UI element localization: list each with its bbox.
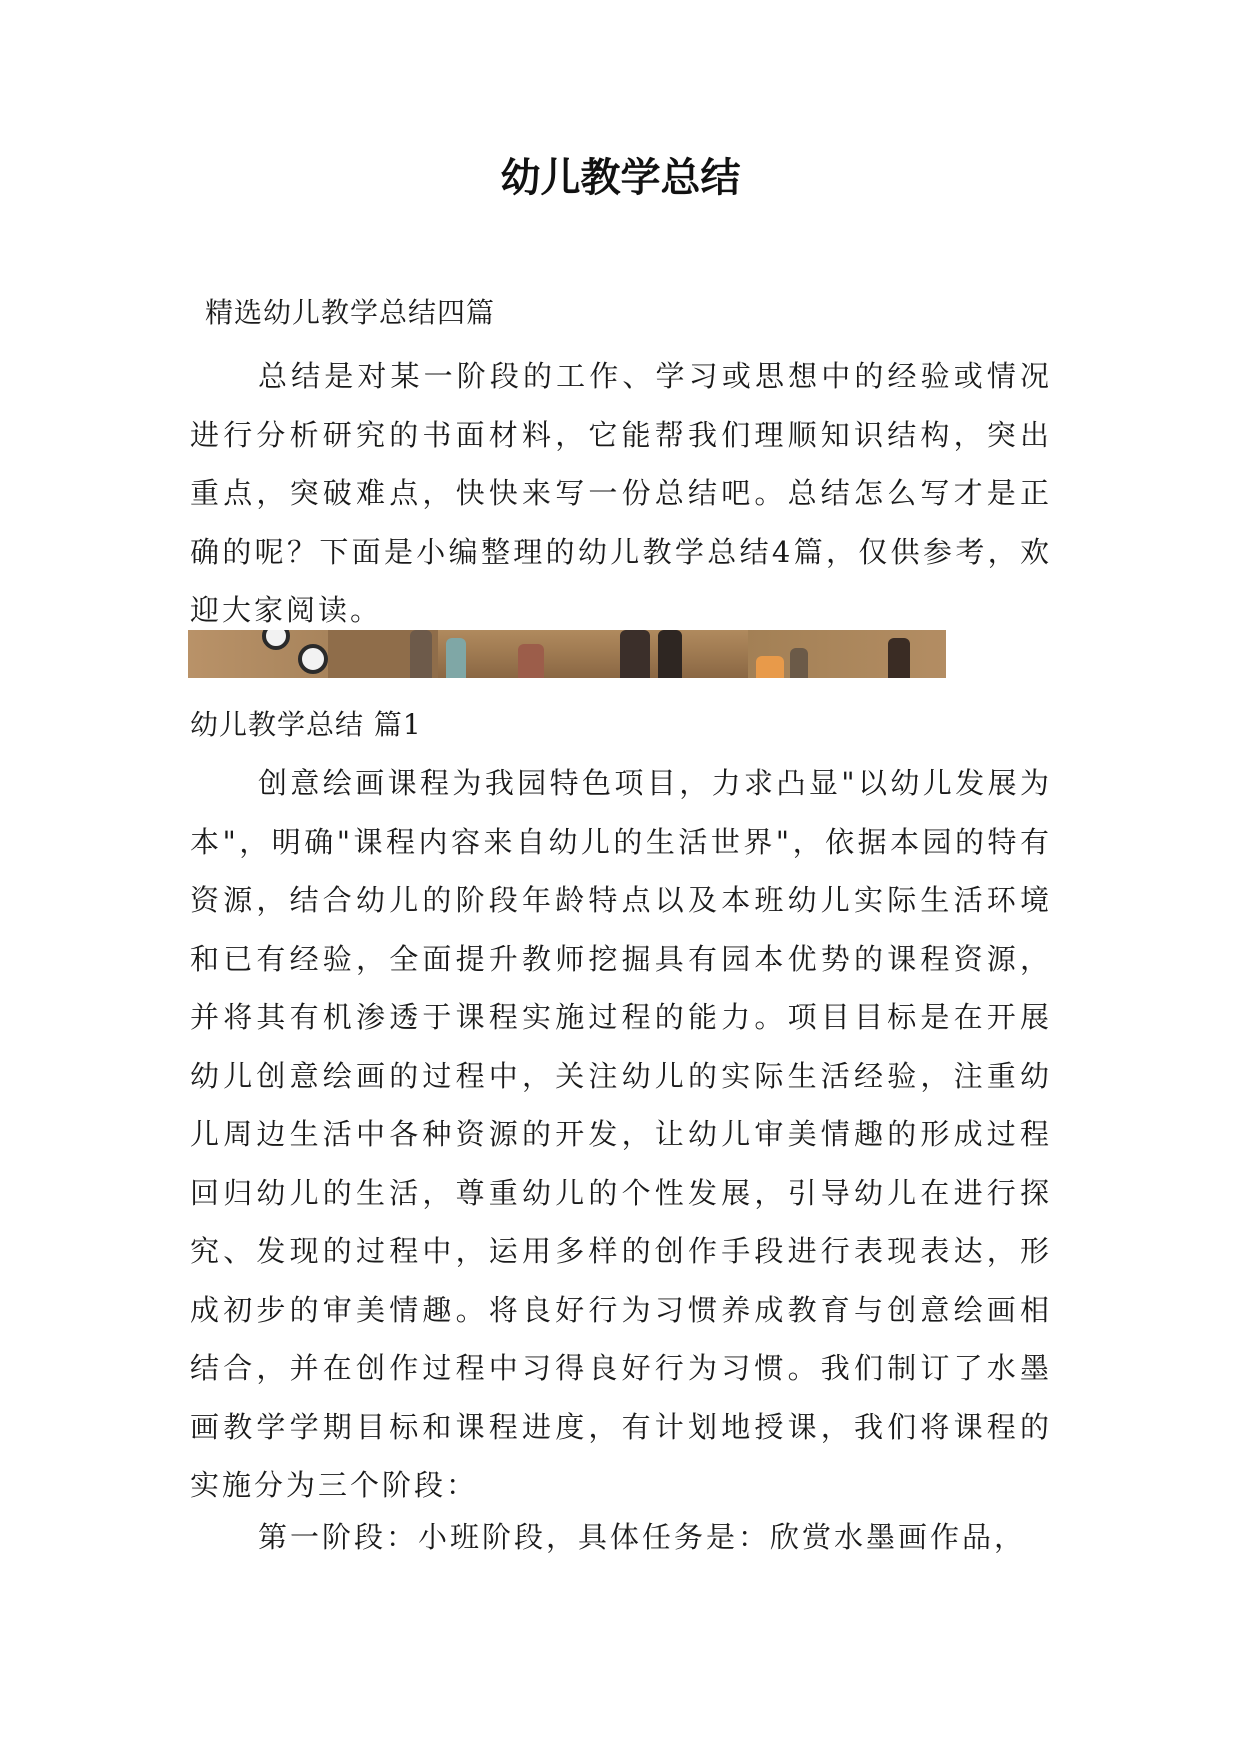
banner-child-leg xyxy=(518,644,544,678)
body-paragraph: 第一阶段：小班阶段，具体任务是：欣赏水墨画作品， xyxy=(258,1520,1027,1554)
document-subtitle: 精选幼儿教学总结四篇 xyxy=(205,296,496,329)
banner-photo xyxy=(188,630,946,678)
banner-child-leg xyxy=(446,638,466,678)
intro-paragraph: 总结是对某一阶段的工作、学习或思想中的经验或情况进行分析研究的书面材料，它能帮我们理顺知识结构，突出重点，突破难点，快快来写一份总结吧。总结怎么写才是正确的呢？下面是小编整理的幼儿教学总结4篇，仅供参考，欢迎大家阅读。 xyxy=(190,359,1052,627)
banner-toy-wheel xyxy=(298,644,328,674)
banner-child-leg xyxy=(658,630,682,678)
banner-child-leg xyxy=(620,630,650,678)
banner-child-leg xyxy=(410,630,432,678)
banner-child-leg xyxy=(888,638,910,678)
body-paragraph: 创意绘画课程为我园特色项目，力求凸显"以幼儿发展为本"，明确"课程内容来自幼儿的生活世界"，依据本园的特有资源，结合幼儿的阶段年龄特点以及本班幼儿实际生活环境和已有经验，全面提升教师挖掘具有园本优势的课程资源，并将其有机渗透于课程实施过程的能力。项目目标是在开展幼儿创意绘画的过程中，关注幼儿的实际生活经验，注重幼儿周边生活中各种资源的开发，让幼儿审美情趣的形成过程回归幼儿的生活，尊重幼儿的个性发展，引导幼儿在进行探究、发现的过程中，运用多样的创作手段进行表现表达，形成初步的审美情趣。将良好行为习惯养成教育与创意绘画相结合，并在创作过程中习得良好行为习惯。我们制订了水墨画教学学期目标和课程进度，有计划地授课，我们将课程的实施分为三个阶段： xyxy=(190,766,1052,1502)
banner-child-leg xyxy=(790,648,808,678)
section-heading: 幼儿教学总结 篇1 xyxy=(190,708,422,741)
document-title: 幼儿教学总结 xyxy=(500,155,741,201)
banner-child-leg xyxy=(756,656,784,678)
